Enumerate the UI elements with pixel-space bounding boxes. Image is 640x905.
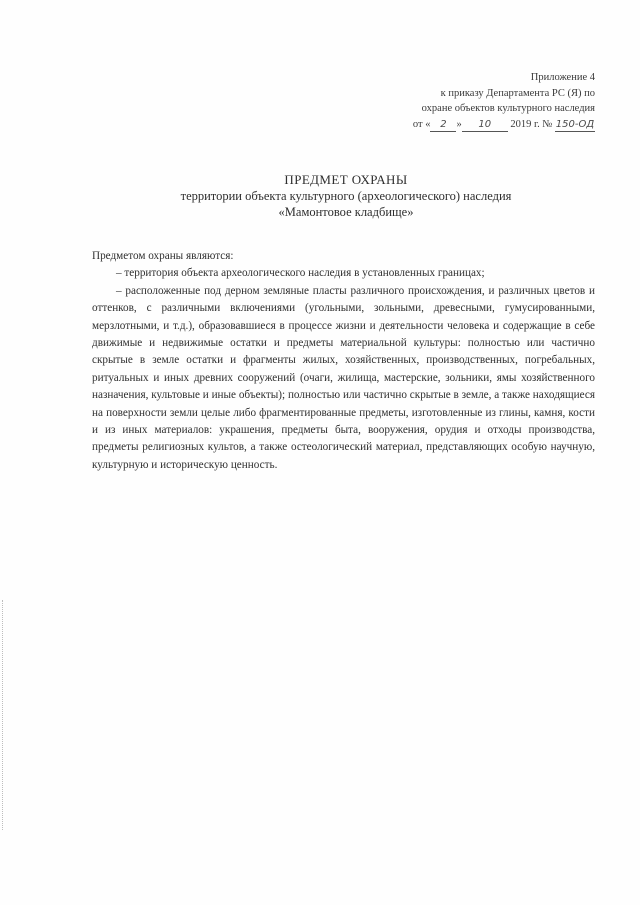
body-lead: Предметом охраны являются:: [92, 250, 234, 262]
body-paragraph-layers: – расположенные под дерном земляные пласты различного происхождения, и различных цветов и оттенков, с различными включениями (угольными, зольными, древесными, гумусированными, мерзлотными, и т.д.), образовавшиеся в процессе жизни и деятельности человека и содержащие в себе движимые и недвижимые остатки и предметы материальной культуры: полностью или частично скрытые в земле остатки и фрагменты жилых, хозяйственных, производственных, погребальных, ритуальных и иных древних сооружений (очаги, жилища, мастерские, зольники, ямы хозяйственного назначения, культовые и иные объекты); полностью или частично скрытые в земле, а также находящиеся на поверхности земли целые либо фрагментированные предметы, изготовленные из глины, камня, кости и из иных материалов: украшения, предметы быта, вооружения, орудия и отходы производства, предметы религиозных культов, а также остеологический материал, представляющих особую научную, культурную и историческую ценность.: [92, 284, 595, 471]
title-block: [150, 172, 542, 220]
appendix-date-line: [375, 117, 595, 133]
date-day: 2: [430, 119, 456, 132]
date-year: 2019 г. №: [510, 118, 553, 130]
appendix-header: [375, 70, 595, 132]
appendix-title: Приложение 4: [530, 72, 595, 83]
date-month: 10: [462, 119, 508, 132]
date-prefix: от «: [412, 118, 431, 130]
document-subheading: территории объекта культурного (археологического) наследия: [180, 189, 512, 203]
object-name: «Мамонтовое кладбище»: [278, 205, 414, 219]
body-text: [92, 248, 595, 474]
date-mid: »: [456, 118, 462, 130]
appendix-department-line: охране объектов культурного наследия: [421, 103, 595, 114]
body-paragraph-territory: – территория объекта археологического наследия в установленных границах;: [116, 267, 485, 280]
scan-margin-marks: [2, 600, 6, 830]
order-number: 150-ОД: [555, 118, 595, 130]
appendix-order-line: к приказу Департамента РС (Я) по: [440, 87, 595, 99]
document-heading: ПРЕДМЕТ ОХРАНЫ: [284, 172, 408, 187]
